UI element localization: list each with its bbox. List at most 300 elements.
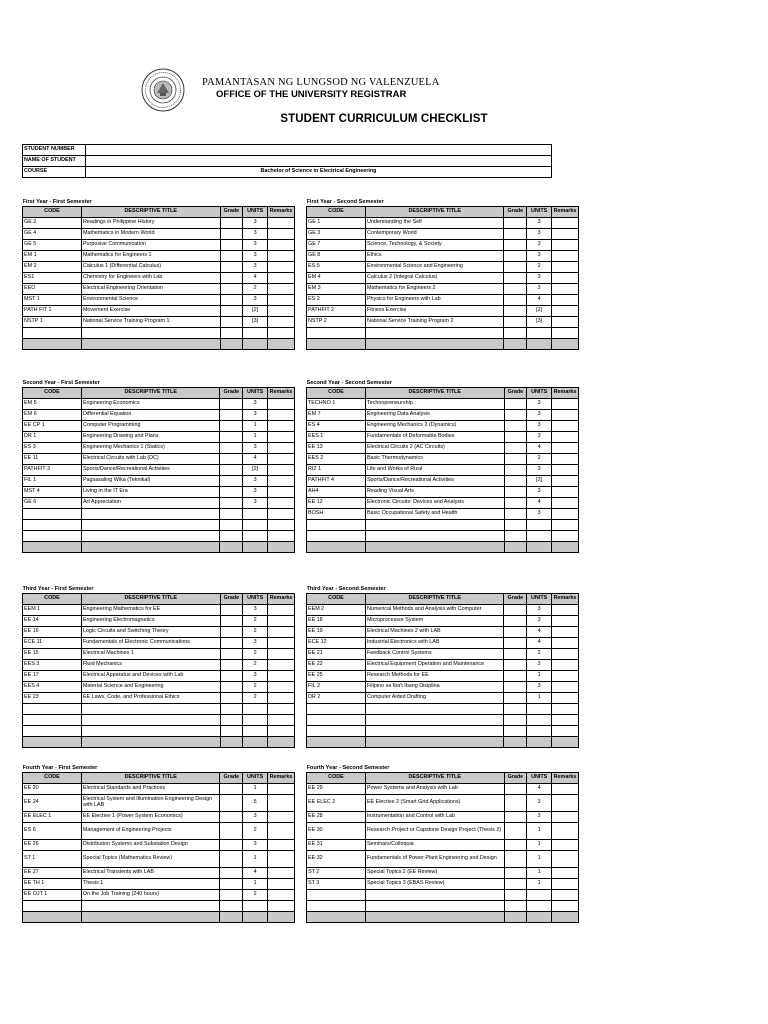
grade-cell[interactable]: [504, 218, 527, 229]
course-row: [23, 498, 295, 509]
remarks-cell[interactable]: [552, 627, 579, 638]
grade-cell[interactable]: [220, 284, 243, 295]
grade-cell[interactable]: [504, 616, 527, 627]
blank-cell: [307, 531, 366, 542]
units-cell: 3: [243, 251, 268, 262]
grade-cell[interactable]: [504, 682, 527, 693]
remarks-cell[interactable]: [268, 240, 295, 251]
grade-cell[interactable]: [220, 498, 243, 509]
blank-cell: [527, 726, 552, 737]
remarks-cell[interactable]: [268, 399, 295, 410]
course-code: EE ELEC 1: [23, 812, 82, 823]
remarks-cell[interactable]: [268, 317, 295, 328]
table-header-row: [307, 594, 579, 605]
remarks-cell[interactable]: [552, 317, 579, 328]
course-row: [23, 167, 552, 178]
grade-cell[interactable]: [220, 605, 243, 616]
grade-cell[interactable]: [504, 399, 527, 410]
grade-cell[interactable]: [220, 454, 243, 465]
total-cell: [552, 912, 579, 923]
remarks-cell[interactable]: [268, 229, 295, 240]
remarks-cell[interactable]: [268, 638, 295, 649]
header-remarks: Remarks: [552, 388, 579, 399]
course-title: Mathematics in Modern World: [81, 229, 220, 240]
course-code: EES 2: [307, 454, 366, 465]
course-row: [23, 399, 295, 410]
course-row: [23, 605, 295, 616]
grade-cell[interactable]: [504, 421, 527, 432]
grade-cell[interactable]: [220, 465, 243, 476]
course-row: [307, 638, 579, 649]
grade-cell[interactable]: [504, 251, 527, 262]
course-code: EE 28: [307, 812, 366, 823]
units-cell: 3: [243, 262, 268, 273]
course-code: MST 1: [23, 295, 82, 306]
course-code: GE 2: [23, 218, 82, 229]
grade-cell[interactable]: [220, 421, 243, 432]
remarks-cell[interactable]: [552, 432, 579, 443]
remarks-cell[interactable]: [552, 476, 579, 487]
units-cell: 2: [243, 823, 268, 840]
grade-cell[interactable]: [220, 306, 243, 317]
remarks-cell[interactable]: [268, 218, 295, 229]
course-row: [23, 795, 295, 812]
blank-cell: [365, 531, 504, 542]
header-code: CODE: [23, 773, 82, 784]
grade-cell[interactable]: [220, 693, 243, 704]
grade-cell[interactable]: [220, 476, 243, 487]
blank-cell: [23, 715, 82, 726]
table-header-row: [23, 388, 295, 399]
remarks-cell[interactable]: [268, 465, 295, 476]
student-info-table: [22, 144, 552, 178]
remarks-cell[interactable]: [552, 498, 579, 509]
course-title: Mathematics for Engineers 2: [365, 284, 504, 295]
grade-cell[interactable]: [220, 823, 243, 840]
remarks-cell[interactable]: [268, 823, 295, 840]
remarks-cell[interactable]: [268, 784, 295, 795]
student-name-field[interactable]: [86, 156, 552, 167]
header-remarks: Remarks: [268, 388, 295, 399]
header-remarks: Remarks: [552, 594, 579, 605]
grade-cell[interactable]: [220, 218, 243, 229]
course-title: Electrical Circuits 2 (AC Circuits): [365, 443, 504, 454]
grade-cell[interactable]: [220, 240, 243, 251]
remarks-cell[interactable]: [552, 218, 579, 229]
course-row: [307, 295, 579, 306]
grade-cell[interactable]: [504, 432, 527, 443]
grade-cell[interactable]: [504, 660, 527, 671]
course-title: Filipino sa Iba't Ibang Disiplina: [365, 682, 504, 693]
course-title: Fitness Exercise: [365, 306, 504, 317]
remarks-cell[interactable]: [268, 868, 295, 879]
remarks-cell[interactable]: [268, 671, 295, 682]
grade-cell[interactable]: [220, 627, 243, 638]
course-title: Seminars/Colloquia: [365, 840, 504, 851]
grade-cell[interactable]: [504, 840, 527, 851]
course-code: PATHFIT 2: [307, 306, 366, 317]
units-cell: [3]: [243, 317, 268, 328]
course-code: EEO: [23, 284, 82, 295]
remarks-cell[interactable]: [552, 840, 579, 851]
grade-cell[interactable]: [220, 638, 243, 649]
total-cell: [81, 542, 220, 553]
course-row: [23, 432, 295, 443]
student-number-label: STUDENT NUMBER: [23, 145, 86, 156]
grade-cell[interactable]: [504, 879, 527, 890]
grade-cell[interactable]: [504, 649, 527, 660]
course-row: [23, 784, 295, 795]
total-cell: [552, 542, 579, 553]
blank-cell: [243, 901, 268, 912]
units-cell: 2: [243, 649, 268, 660]
course-row: [307, 284, 579, 295]
remarks-cell[interactable]: [552, 251, 579, 262]
remarks-cell[interactable]: [552, 229, 579, 240]
remarks-cell[interactable]: [552, 851, 579, 868]
total-cell: [268, 542, 295, 553]
course-title: Special Topics 3 (EBAS Review): [365, 879, 504, 890]
blank-row: [307, 531, 579, 542]
course-title: Fundamentals of Electronic Communications: [81, 638, 220, 649]
units-cell: 1: [527, 868, 552, 879]
grade-cell[interactable]: [504, 693, 527, 704]
grade-cell[interactable]: [220, 443, 243, 454]
grade-cell[interactable]: [504, 638, 527, 649]
course-title: Electrical Apparatus and Devices with Lab: [81, 671, 220, 682]
grade-cell[interactable]: [504, 795, 527, 812]
course-title: Engineering Mathematics for EE: [81, 605, 220, 616]
course-row: [23, 284, 295, 295]
remarks-cell[interactable]: [268, 454, 295, 465]
grade-cell[interactable]: [220, 784, 243, 795]
grade-cell[interactable]: [220, 251, 243, 262]
remarks-cell[interactable]: [552, 295, 579, 306]
remarks-cell[interactable]: [268, 306, 295, 317]
grade-cell[interactable]: [504, 823, 527, 840]
remarks-cell[interactable]: [268, 273, 295, 284]
course-code: RIZ 1: [307, 465, 366, 476]
header-remarks: Remarks: [268, 594, 295, 605]
total-cell: [552, 339, 579, 350]
remarks-cell[interactable]: [552, 795, 579, 812]
course-title: Electronic Circuits: Devices and Analysis: [365, 498, 504, 509]
grade-cell[interactable]: [220, 851, 243, 868]
grade-cell[interactable]: [220, 229, 243, 240]
course-title: Electrical Engineering Orientation: [81, 284, 220, 295]
course-value: Bachelor of Science in Electrical Engineering: [86, 167, 552, 178]
course-title: Fundamentals of Power Plant Engineering and Design: [365, 851, 504, 868]
remarks-cell[interactable]: [552, 879, 579, 890]
header-code: CODE: [307, 773, 366, 784]
grade-cell[interactable]: [504, 476, 527, 487]
header-remarks: Remarks: [552, 207, 579, 218]
remarks-cell[interactable]: [268, 443, 295, 454]
course-code: EM 1: [23, 251, 82, 262]
grade-cell[interactable]: [220, 399, 243, 410]
remarks-cell[interactable]: [552, 443, 579, 454]
header-grade: Grade: [220, 773, 243, 784]
student-number-field[interactable]: [86, 145, 552, 156]
blank-cell: [243, 704, 268, 715]
course-title: Contemporary World: [365, 229, 504, 240]
remarks-cell[interactable]: [268, 262, 295, 273]
total-cell: [504, 737, 527, 748]
grade-cell[interactable]: [504, 229, 527, 240]
course-title: Readings in Philippine History: [81, 218, 220, 229]
course-code: ES 5: [307, 262, 366, 273]
total-cell: [220, 737, 243, 748]
grade-cell[interactable]: [504, 454, 527, 465]
remarks-cell[interactable]: [268, 627, 295, 638]
total-cell: [23, 542, 82, 553]
course-title: Electrical System and Illumination Engineering Design with LAB: [81, 795, 220, 812]
remarks-cell[interactable]: [552, 605, 579, 616]
table-header-row: [23, 207, 295, 218]
units-cell: 1: [243, 879, 268, 890]
remarks-cell[interactable]: [552, 421, 579, 432]
course-row: [23, 879, 295, 890]
grade-cell[interactable]: [504, 306, 527, 317]
course-row: [307, 605, 579, 616]
semester-title: Third Year - Second Semester: [306, 586, 386, 593]
grade-cell[interactable]: [504, 605, 527, 616]
blank-cell: [365, 890, 504, 901]
remarks-cell[interactable]: [552, 465, 579, 476]
grade-cell[interactable]: [504, 284, 527, 295]
grade-cell[interactable]: [220, 649, 243, 660]
remarks-cell[interactable]: [268, 476, 295, 487]
header-units: UNITS: [527, 388, 552, 399]
total-cell: [81, 737, 220, 748]
grade-cell[interactable]: [220, 616, 243, 627]
semester-table: [22, 762, 295, 923]
total-cell: [220, 912, 243, 923]
remarks-cell[interactable]: [552, 410, 579, 421]
course-row: [307, 432, 579, 443]
remarks-cell[interactable]: [552, 509, 579, 520]
blank-cell: [220, 531, 243, 542]
remarks-cell[interactable]: [552, 240, 579, 251]
total-cell: [307, 737, 366, 748]
course-row: [23, 251, 295, 262]
course-row: [307, 240, 579, 251]
units-cell: 3: [527, 795, 552, 812]
course-row: [307, 812, 579, 823]
units-cell: 4: [243, 454, 268, 465]
table-header-row: [307, 388, 579, 399]
total-cell: [23, 737, 82, 748]
blank-cell: [220, 715, 243, 726]
grade-cell[interactable]: [504, 317, 527, 328]
grade-cell[interactable]: [220, 410, 243, 421]
units-cell: 3: [527, 421, 552, 432]
remarks-cell[interactable]: [268, 251, 295, 262]
remarks-cell[interactable]: [268, 693, 295, 704]
blank-cell: [527, 328, 552, 339]
remarks-cell[interactable]: [268, 812, 295, 823]
remarks-cell[interactable]: [268, 410, 295, 421]
units-cell: 3: [527, 660, 552, 671]
remarks-cell[interactable]: [268, 421, 295, 432]
remarks-cell[interactable]: [552, 649, 579, 660]
course-row: [307, 229, 579, 240]
remarks-cell[interactable]: [268, 795, 295, 812]
grade-cell[interactable]: [220, 273, 243, 284]
grade-cell[interactable]: [220, 660, 243, 671]
course-title: Research Methods for EE: [365, 671, 504, 682]
grade-cell[interactable]: [504, 410, 527, 421]
remarks-cell[interactable]: [268, 879, 295, 890]
remarks-cell[interactable]: [552, 868, 579, 879]
course-code: EE 32: [307, 851, 366, 868]
units-cell: 3: [527, 273, 552, 284]
remarks-cell[interactable]: [552, 262, 579, 273]
remarks-cell[interactable]: [268, 851, 295, 868]
remarks-cell[interactable]: [268, 649, 295, 660]
remarks-cell[interactable]: [552, 812, 579, 823]
course-row: [307, 509, 579, 520]
remarks-cell[interactable]: [268, 487, 295, 498]
course-title: On the Job Training (240 hours): [81, 890, 220, 901]
course-code: EE ELEC 2: [307, 795, 366, 812]
course-title: Special Topics 2 (EE Review): [365, 868, 504, 879]
grade-cell[interactable]: [220, 890, 243, 901]
student-number-row: [23, 145, 552, 156]
grade-cell[interactable]: [504, 262, 527, 273]
course-title: EE Laws, Code, and Professional Ethics: [81, 693, 220, 704]
remarks-cell[interactable]: [552, 284, 579, 295]
grade-cell[interactable]: [220, 295, 243, 306]
university-name: PAMANTASAN NG LUNGSOD NG VALENZUELA: [202, 77, 440, 88]
grade-cell[interactable]: [504, 498, 527, 509]
remarks-cell[interactable]: [552, 682, 579, 693]
course-code: EEM 2: [307, 605, 366, 616]
remarks-cell[interactable]: [552, 671, 579, 682]
grade-cell[interactable]: [220, 682, 243, 693]
remarks-cell[interactable]: [268, 840, 295, 851]
remarks-cell[interactable]: [268, 660, 295, 671]
remarks-cell[interactable]: [268, 605, 295, 616]
course-row: [307, 840, 579, 851]
course-code: PATHFIT 4: [307, 476, 366, 487]
grade-cell[interactable]: [504, 784, 527, 795]
blank-row: [23, 531, 295, 542]
grade-cell[interactable]: [220, 487, 243, 498]
blank-cell: [243, 726, 268, 737]
grade-cell[interactable]: [504, 627, 527, 638]
course-row: [307, 784, 579, 795]
course-title: Logic Circuits and Switching Theory: [81, 627, 220, 638]
blank-row: [23, 520, 295, 531]
remarks-cell[interactable]: [268, 498, 295, 509]
grade-cell[interactable]: [504, 465, 527, 476]
units-cell: 3: [243, 476, 268, 487]
remarks-cell[interactable]: [268, 432, 295, 443]
semester-title: First Year - First Semester: [22, 199, 92, 206]
grade-cell[interactable]: [504, 851, 527, 868]
remarks-cell[interactable]: [552, 273, 579, 284]
header-code: CODE: [23, 594, 82, 605]
grade-cell[interactable]: [220, 812, 243, 823]
header-title: DESCRIPTIVE TITLE: [365, 207, 504, 218]
units-cell: 3: [243, 638, 268, 649]
grade-cell[interactable]: [504, 671, 527, 682]
university-seal-icon: [141, 68, 185, 112]
remarks-cell[interactable]: [552, 399, 579, 410]
grade-cell[interactable]: [504, 487, 527, 498]
remarks-cell[interactable]: [552, 638, 579, 649]
units-cell: 3: [243, 410, 268, 421]
course-row: [307, 399, 579, 410]
grade-cell[interactable]: [504, 295, 527, 306]
grade-cell[interactable]: [220, 795, 243, 812]
grade-cell[interactable]: [504, 443, 527, 454]
units-cell: 1: [527, 693, 552, 704]
grade-cell[interactable]: [504, 509, 527, 520]
remarks-cell[interactable]: [552, 616, 579, 627]
grade-cell[interactable]: [504, 240, 527, 251]
course-code: MST 4: [23, 487, 82, 498]
blank-row: [23, 328, 295, 339]
grade-cell[interactable]: [220, 317, 243, 328]
course-code: EM 5: [23, 399, 82, 410]
grade-cell[interactable]: [504, 812, 527, 823]
remarks-cell[interactable]: [552, 306, 579, 317]
course-row: [23, 306, 295, 317]
grade-cell[interactable]: [220, 432, 243, 443]
remarks-cell[interactable]: [552, 693, 579, 704]
course-code: DR 2: [307, 693, 366, 704]
course-code: PATHFIT 3: [23, 465, 82, 476]
total-cell: [243, 912, 268, 923]
total-row: [307, 737, 579, 748]
remarks-cell[interactable]: [268, 295, 295, 306]
course-title: Ethics: [365, 251, 504, 262]
grade-cell[interactable]: [504, 273, 527, 284]
total-cell: [23, 912, 82, 923]
units-cell: 5: [243, 795, 268, 812]
course-title: Distribution Systems and Substation Design: [81, 840, 220, 851]
table-header-row: [307, 207, 579, 218]
remarks-cell[interactable]: [552, 823, 579, 840]
remarks-cell[interactable]: [552, 454, 579, 465]
course-code: EM 4: [307, 273, 366, 284]
remarks-cell[interactable]: [268, 284, 295, 295]
units-cell: 2: [243, 890, 268, 901]
course-row: [23, 443, 295, 454]
grade-cell[interactable]: [220, 879, 243, 890]
remarks-cell[interactable]: [268, 682, 295, 693]
blank-cell: [307, 726, 366, 737]
blank-cell: [23, 509, 82, 520]
total-cell: [220, 542, 243, 553]
remarks-cell[interactable]: [268, 616, 295, 627]
course-row: [23, 487, 295, 498]
grade-cell[interactable]: [504, 868, 527, 879]
grade-cell[interactable]: [220, 868, 243, 879]
grade-cell[interactable]: [220, 262, 243, 273]
grade-cell[interactable]: [220, 671, 243, 682]
grade-cell[interactable]: [220, 840, 243, 851]
blank-cell: [81, 328, 220, 339]
remarks-cell[interactable]: [552, 784, 579, 795]
total-cell: [81, 339, 220, 350]
remarks-cell[interactable]: [552, 487, 579, 498]
remarks-cell[interactable]: [268, 890, 295, 901]
semester-title: Second Year - Second Semester: [306, 380, 392, 387]
remarks-cell[interactable]: [552, 660, 579, 671]
